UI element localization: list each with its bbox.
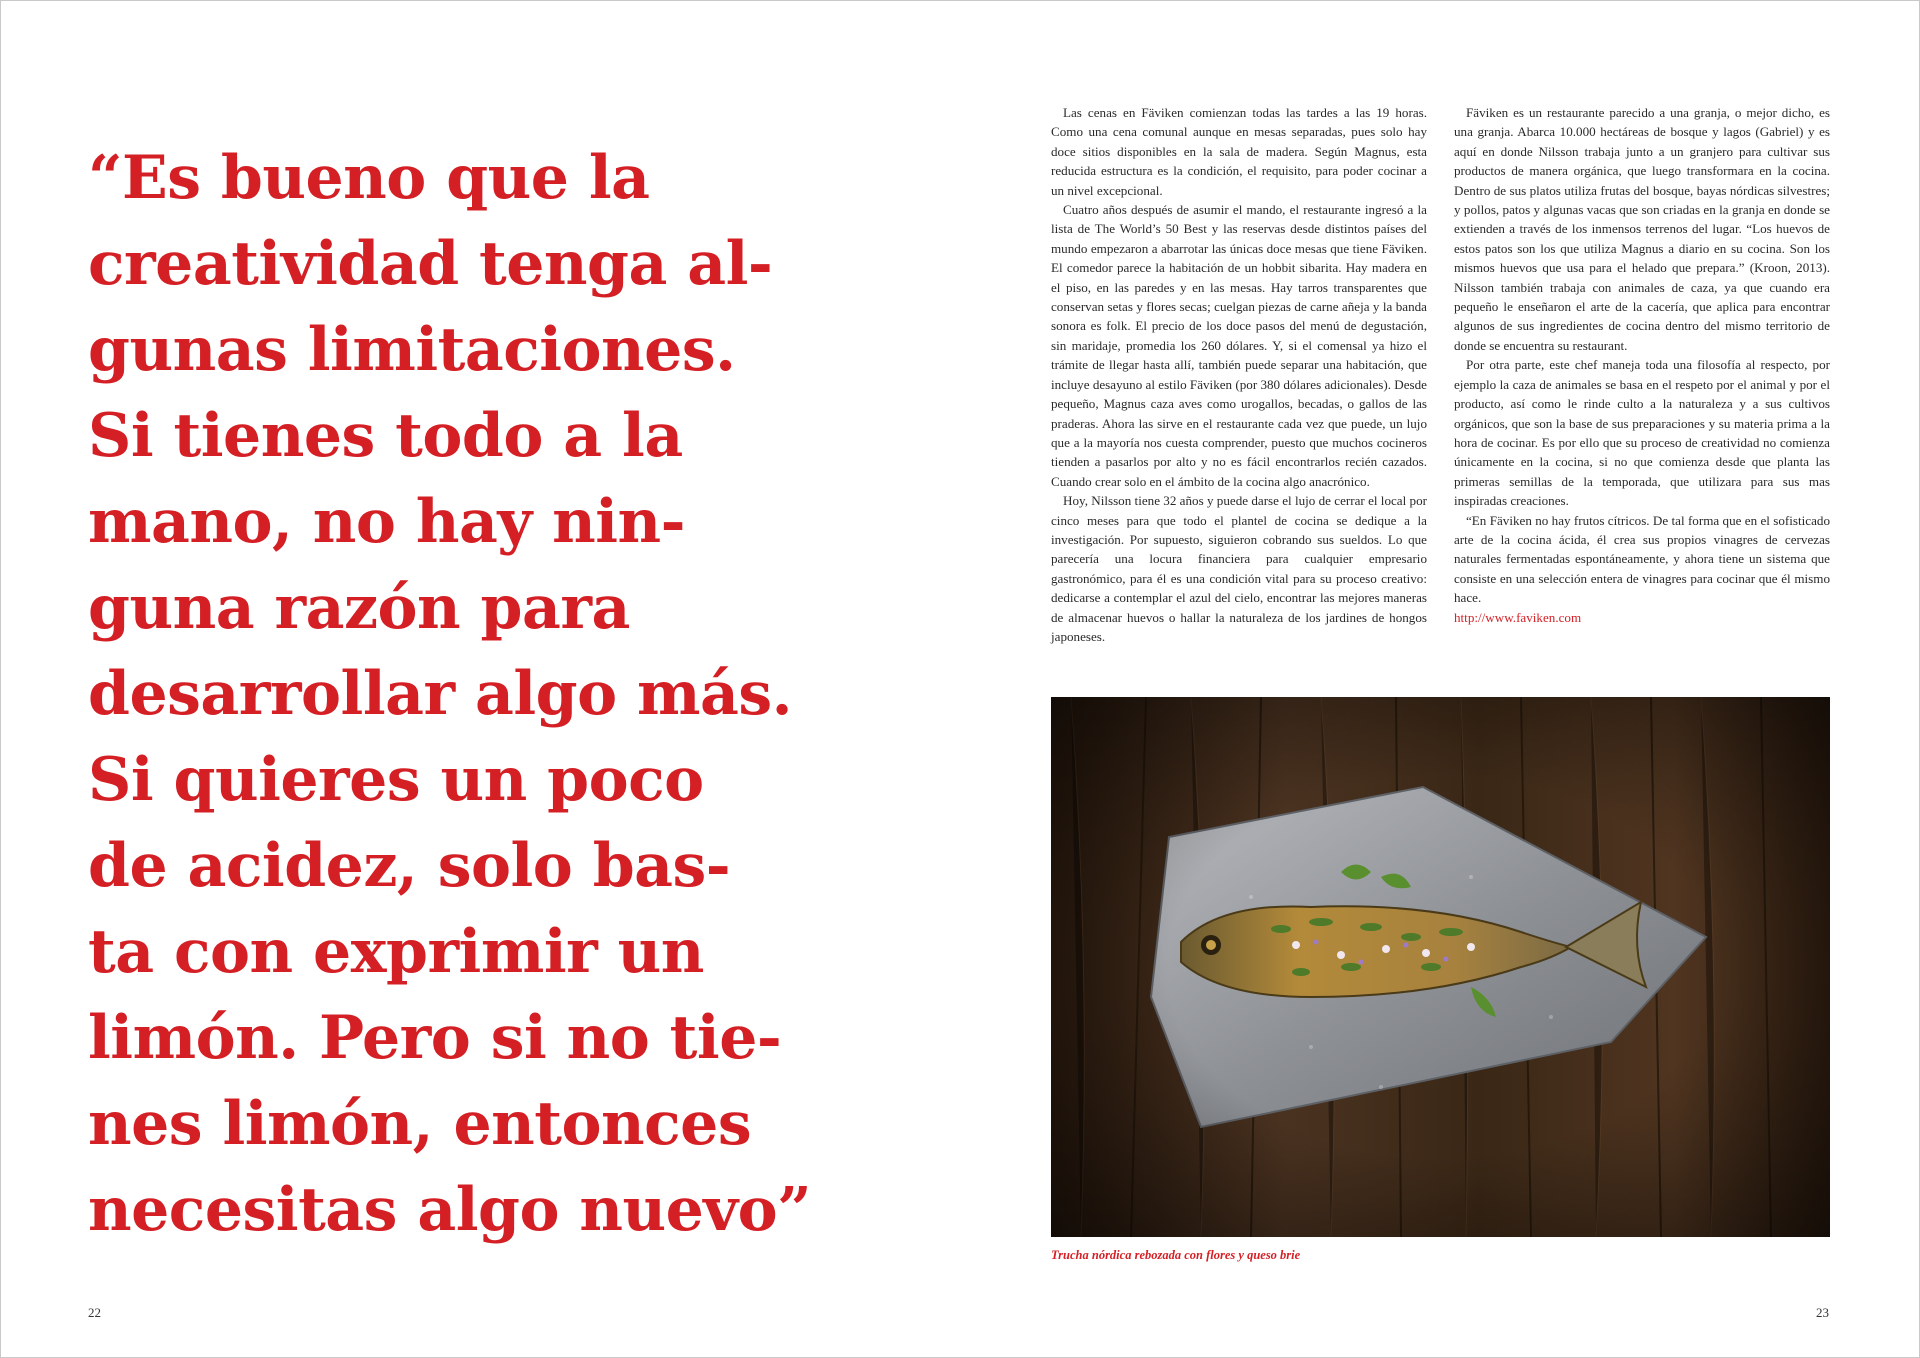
dish-illustration bbox=[1051, 697, 1830, 1237]
quote-line: Si quieres un poco bbox=[88, 745, 704, 815]
quote-line: mano, no hay nin- bbox=[88, 487, 686, 557]
quote-line: de acidez, solo bas- bbox=[88, 831, 731, 901]
paragraph: Hoy, Nilsson tiene 32 años y puede darse el lujo de cerrar el local por cinco meses para que todo el plantel de cocina se dedique a la investigación. Por supuesto, siguieron cobrando sus sueldos. Lo que parecería una locura financiera para cualquier empresario gastronómico, para él es una condición vital para su proceso creativo: dedicarse a contemplar el azul del cielo, encontrar las mejores maneras de almacenar huevos o hallar la naturaleza de los jardines de hongos japoneses. bbox=[1051, 493, 1427, 644]
quote-line: necesitas algo nuevo” bbox=[88, 1175, 812, 1245]
paragraph: Las cenas en Fäviken comienzan todas las tardes a las 19 horas. Como una cena comunal aunque en mesas separadas, pues solo hay doce sitios disponibles en la sala de madera. Según Magnus, esta reducida estructura es la condición, el requisito, para poder cocinar a un nivel excepcional. bbox=[1051, 105, 1427, 198]
text-column-1 bbox=[1051, 103, 1427, 646]
photo-caption: Trucha nórdica rebozada con flores y queso brie bbox=[1051, 1248, 1301, 1262]
page-number-left: 22 bbox=[88, 1305, 101, 1320]
website-link[interactable]: http://www.faviken.com bbox=[1454, 609, 1582, 625]
quote-line: gunas limitaciones. bbox=[88, 315, 736, 385]
paragraph: Fäviken es un restaurante parecido a una granja, o mejor dicho, es una granja. Abarca 10.000 hectáreas de bosque y lagos (Gabriel) y es aquí en donde Nilsson trabaja junto a un granjero para cultivar sus productos de manera orgánica, que luego transformara en la cocina. Dentro de sus platos utiliza frutas del bosque, bayas nórdicas silvestres; y pollos, patos y algunas vacas que son criadas en la granja en donde se extienden a través de los inmensos terrenos del lugar. “Los huevos de estos patos son los que utiliza Magnus a diario en su cocina. Son los mismos huevos que usa para el helado que prepara.” (Kroon, 2013). Nilsson también trabaja con animales de caza, ya que cuando era pequeño le enseñaron el arte de la cacería, que aplica para encontrar algunos de sus ingredientes de cocina dentro del mismo territorio de donde se encuentra su restaurant. bbox=[1454, 105, 1830, 353]
quote-line: nes limón, entonces bbox=[88, 1089, 752, 1159]
quote-line: creatividad tenga al- bbox=[88, 229, 773, 299]
quote-line: “Es bueno que la bbox=[88, 143, 650, 213]
dish-photo bbox=[1051, 697, 1830, 1237]
quote-line: guna razón para bbox=[88, 573, 630, 643]
paragraph: Cuatro años después de asumir el mando, el restaurante ingresó a la lista de The World’s 50 Best y las reservas desde distintos países del mundo empezaron a abarrotar las únicas doce mesas que tiene Fäviken. El comedor parece la habitación de un hobbit sibarita. Hay madera en el piso, en las paredes y en las mesas. Hay tarros transparentes que conservan setas y flores secas; cuelgan piezas de carne añeja y la banda sonora es folk. El precio de los doce pasos del menú de degustación, sin maridaje, promedia los 260 dólares. Y, si el comensal ya hizo el trámite de llegar hasta allí, también puede separar una habitación, que incluye desayuno al estilo Fäviken (por 380 dólares adicionales). Desde pequeño, Magnus caza aves como urogallos, becadas, o gallos de las praderas. Ahora las sirve en el restaurante cada vez que puede, un lujo que a la mayoría nos cuesta comprender, puesto que muchos cocineros tienden a pasarlos por alto y no es fácil encontrarlos recién cazados. Cuando crear solo en el ámbito de la cocina algo anacrónico. bbox=[1051, 202, 1427, 489]
quote-line: desarrollar algo más. bbox=[88, 659, 793, 729]
page-number-right: 23 bbox=[1816, 1305, 1829, 1320]
quote-line: limón. Pero si no tie- bbox=[88, 1003, 782, 1073]
paragraph: Por otra parte, este chef maneja toda una filosofía al respecto, por ejemplo la caza de animales se basa en el respeto por el animal y por el producto, así como le rinde culto a la naturaleza y a sus cultivos orgánicos, que son la base de sus preparaciones y su materia prima a la hora de cocinar. Es por ello que su proceso de creatividad no comienza únicamente en la cocina, si no que comienza desde que planta las primeras semillas de la temporada, que utilizara para sus mas inspiradas creaciones. bbox=[1454, 357, 1830, 509]
paragraph: “En Fäviken no hay frutos cítricos. De tal forma que en el sofisticado arte de la cocina ácida, él crea sus propios vinagres de cervezas naturales fermentadas espontáneamente, y ahora tiene un sistema que consiste en una selección entera de vinagres para cocinar que él mismo hace. bbox=[1454, 512, 1830, 606]
quote-line: Si tienes todo a la bbox=[88, 401, 683, 471]
pull-quote bbox=[88, 135, 968, 1253]
text-column-2 bbox=[1454, 103, 1830, 627]
quote-line: ta con exprimir un bbox=[88, 917, 704, 987]
